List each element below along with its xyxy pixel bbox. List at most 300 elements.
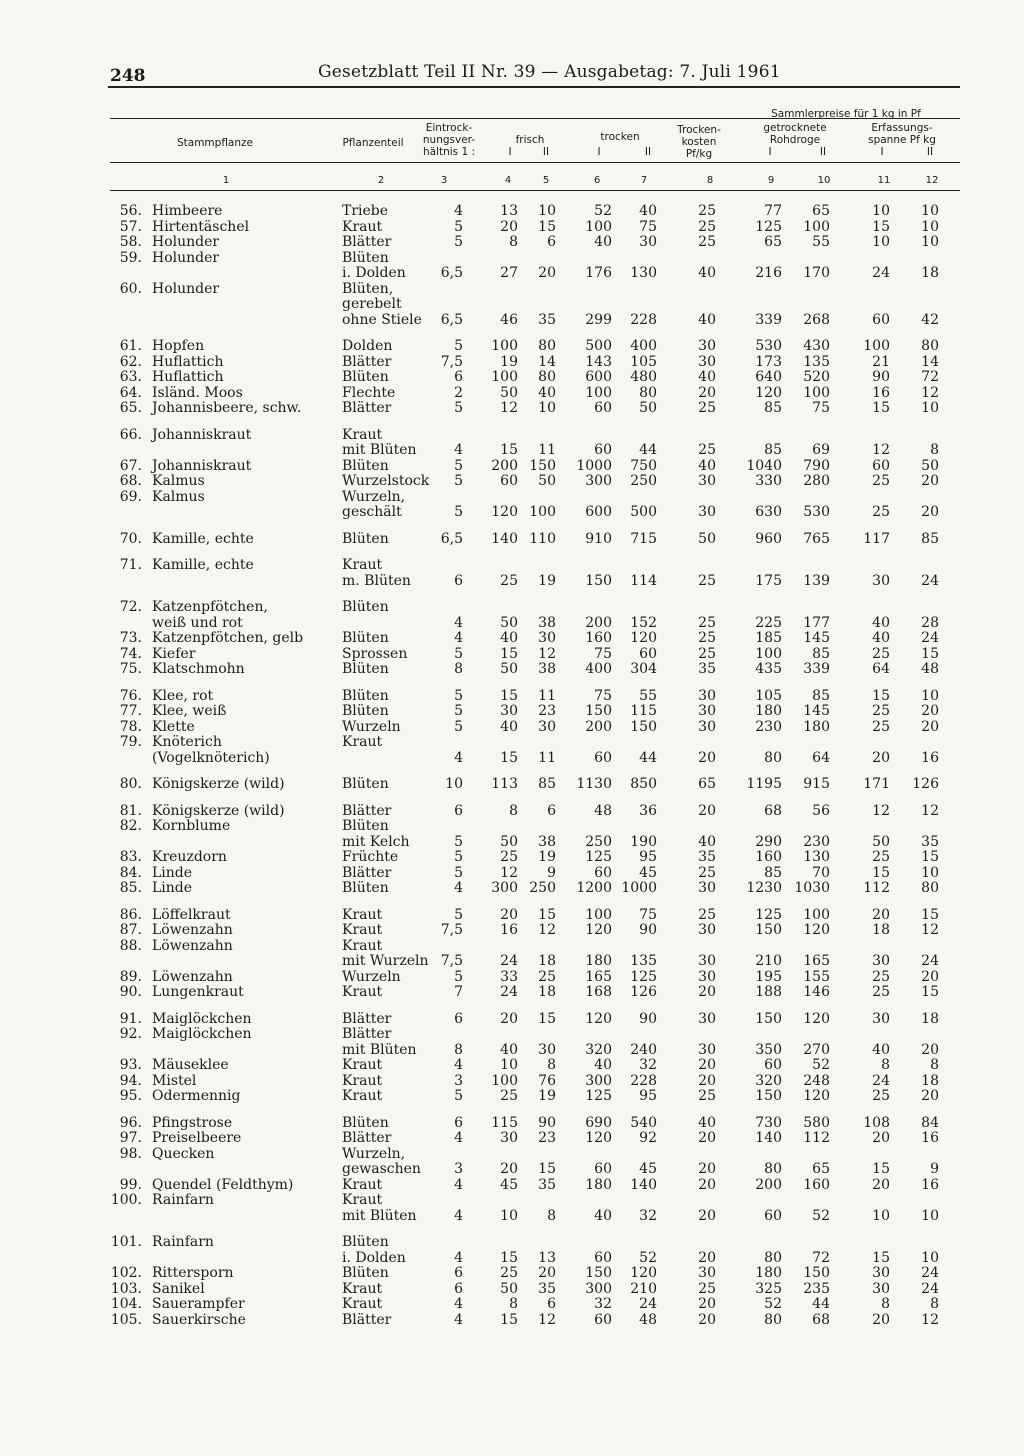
table-cell: 10 (921, 218, 939, 235)
table-cell: 24 (921, 572, 939, 589)
table-cell: 330 (755, 473, 782, 489)
table-cell: 5 (454, 400, 463, 416)
column-header: Trocken- kosten Pf/kg (677, 124, 721, 160)
plant-part: gerebelt (342, 296, 402, 312)
table-cell: 25 (872, 473, 890, 489)
plant-name: Katzenpfötchen, gelb (152, 630, 304, 646)
table-cell: 400 (630, 338, 657, 354)
table-cell: 85 (538, 776, 556, 792)
table-cell: 160 (803, 1176, 830, 1193)
table-cell: 1230 (746, 880, 782, 896)
table-cell: 960 (755, 530, 782, 547)
table-cell: 52 (639, 1249, 657, 1266)
table-cell: 90 (639, 1010, 657, 1027)
table-cell: 200 (491, 457, 518, 474)
plant-part: Blüten (342, 818, 389, 834)
column-header: frisch (515, 134, 545, 146)
table-cell: 36 (639, 802, 657, 819)
sub-column-label: I (508, 146, 512, 158)
column-header: Pflanzenteil (342, 137, 404, 149)
plant-part: mit Blüten (342, 1041, 417, 1058)
plant-name: Maiglöckchen (152, 1010, 252, 1027)
table-cell: 7,5 (440, 353, 463, 370)
table-cell: 20 (921, 473, 939, 489)
table-cell: 68 (764, 802, 782, 819)
table-cell: 20 (698, 1296, 716, 1312)
table-cell: 4 (454, 1296, 463, 1312)
plant-part: Triebe (342, 203, 389, 219)
table-cell: 25 (698, 1280, 716, 1297)
table-cell: 40 (538, 384, 556, 401)
table-cell: 30 (500, 703, 518, 719)
table-cell: 68 (812, 1311, 830, 1328)
table-cell: 7,5 (440, 953, 463, 969)
table-cell: 25 (698, 614, 716, 631)
table-cell: 20 (698, 984, 716, 1000)
table-cell: 16 (921, 1176, 939, 1193)
table-cell: 95 (639, 849, 657, 865)
plant-part: Kraut (342, 1176, 383, 1193)
table-cell: 15 (500, 1311, 518, 1328)
table-cell: 25 (698, 864, 716, 881)
table-cell: 45 (500, 1176, 518, 1193)
table-cell: 180 (755, 703, 782, 719)
table-cell: 12 (921, 384, 939, 401)
table-cell: 248 (803, 1072, 830, 1089)
table-cell: 6 (454, 369, 463, 385)
row-number: 99. (119, 1176, 142, 1193)
plant-name: Königskerze (wild) (152, 776, 285, 792)
table-cell: 8 (930, 442, 939, 458)
table-cell: 30 (698, 1265, 716, 1281)
table-cell: 20 (872, 1176, 890, 1193)
table-cell: 6 (547, 802, 556, 819)
plant-name: Klatschmohn (152, 661, 245, 677)
row-number: 77. (119, 703, 142, 719)
table-cell: 15 (500, 749, 518, 766)
table-cell: 25 (500, 1265, 518, 1281)
row-number: 64. (119, 384, 142, 401)
table-cell: 30 (698, 1041, 716, 1058)
table-cell: 105 (755, 687, 782, 704)
table-cell: 40 (594, 1057, 612, 1073)
table-cell: 52 (594, 203, 612, 219)
table-cell: 24 (500, 984, 518, 1000)
table-cell: 10 (872, 1207, 890, 1224)
column-header: trocken (600, 131, 640, 143)
table-cell: 8 (454, 661, 463, 677)
plant-part: Blüten (342, 369, 389, 385)
plant-part: ohne Stiele (342, 311, 422, 328)
table-cell: 120 (803, 1010, 830, 1027)
table-cell: 9 (930, 1161, 939, 1177)
table-cell: 25 (872, 984, 890, 1000)
plant-name: Klee, rot (152, 687, 214, 704)
table-cell: 60 (872, 311, 890, 328)
row-number: 84. (119, 864, 142, 881)
table-cell: 56 (812, 802, 830, 819)
plant-part: Wurzeln, (342, 1145, 406, 1162)
plant-name: Quecken (152, 1145, 215, 1162)
plant-name: Kamille, echte (152, 530, 254, 547)
table-cell: 200 (755, 1176, 782, 1193)
row-number: 85. (119, 880, 142, 896)
table-cell: 11 (538, 442, 556, 458)
table-cell: 173 (755, 353, 782, 370)
table-cell: 225 (755, 614, 782, 631)
table-cell: 45 (639, 1161, 657, 1177)
table-cell: 90 (538, 1114, 556, 1131)
row-number: 71. (119, 557, 142, 573)
table-cell: 600 (585, 504, 612, 520)
table-cell: 10 (921, 203, 939, 219)
table-cell: 19 (500, 353, 518, 370)
plant-name: Rainfarn (152, 1234, 214, 1250)
table-cell: 120 (630, 630, 657, 646)
table-cell: 10 (921, 864, 939, 881)
table-cell: 228 (630, 1072, 657, 1089)
table-cell: 230 (755, 718, 782, 735)
plant-name: Holunder (152, 249, 220, 266)
table-cell: 35 (698, 849, 716, 865)
plant-part: Wurzeln (342, 718, 401, 735)
table-cell: 52 (764, 1296, 782, 1312)
table-cell: 165 (585, 968, 612, 985)
table-cell: 64 (812, 749, 830, 766)
table-cell: 139 (803, 572, 830, 589)
table-cell: 55 (639, 687, 657, 704)
table-cell: 24 (921, 1265, 939, 1281)
table-cell: 4 (454, 1207, 463, 1224)
table-cell: 20 (698, 749, 716, 766)
table-header-rule (110, 162, 960, 163)
table-cell: 120 (491, 504, 518, 520)
row-number: 76. (119, 687, 142, 704)
table-cell: 25 (872, 968, 890, 985)
table-cell: 38 (538, 614, 556, 631)
plant-name: Klette (152, 718, 195, 735)
table-cell: 910 (585, 530, 612, 547)
table-cell: 50 (500, 614, 518, 631)
row-number: 66. (119, 426, 142, 443)
table-cell: 105 (630, 353, 657, 370)
table-cell: 50 (639, 400, 657, 416)
table-cell: 1000 (576, 457, 612, 474)
plant-name: Kiefer (152, 645, 196, 662)
table-cell: 40 (594, 1207, 612, 1224)
table-cell: 4 (454, 880, 463, 896)
table-cell: 180 (585, 953, 612, 969)
table-cell: 530 (755, 338, 782, 354)
table-cell: 435 (755, 661, 782, 677)
table-cell: 100 (803, 218, 830, 235)
table-cell: 60 (764, 1057, 782, 1073)
table-cell: 170 (803, 265, 830, 281)
table-cell: 90 (639, 922, 657, 938)
table-cell: 76 (538, 1072, 556, 1089)
table-cell: 85 (812, 687, 830, 704)
plant-part: mit Kelch (342, 833, 410, 850)
column-number: 2 (377, 175, 385, 186)
plant-part: Sprossen (342, 645, 408, 662)
table-cell: 114 (630, 572, 657, 589)
table-cell: 25 (698, 400, 716, 416)
table-cell: 300 (585, 473, 612, 489)
table-cell: 150 (630, 718, 657, 735)
plant-part: Kraut (342, 1280, 383, 1297)
plant-part: Kraut (342, 557, 383, 573)
table-cell: 5 (454, 864, 463, 881)
table-cell: 155 (803, 968, 830, 985)
table-cell: 8 (547, 1207, 556, 1224)
plant-part: Wurzeln (342, 968, 401, 985)
table-cell: 25 (872, 718, 890, 735)
table-cell: 40 (698, 833, 716, 850)
table-cell: 15 (921, 984, 939, 1000)
plant-part: Blätter (342, 400, 392, 416)
plant-part: Blüten (342, 1234, 389, 1250)
sub-column-label: II (542, 146, 550, 158)
table-cell: 1000 (621, 880, 657, 896)
row-number: 93. (119, 1057, 142, 1073)
table-cell: 120 (803, 1088, 830, 1104)
table-cell: 25 (500, 849, 518, 865)
table-cell: 20 (698, 1072, 716, 1089)
plant-part: Kraut (342, 1057, 383, 1073)
table-cell: 150 (755, 922, 782, 938)
table-cell: 60 (594, 442, 612, 458)
table-cell: 6 (454, 1280, 463, 1297)
table-cell: 150 (803, 1265, 830, 1281)
table-cell: 32 (639, 1057, 657, 1073)
table-cell: 75 (639, 906, 657, 923)
row-number: 102. (110, 1265, 142, 1281)
plant-name: Löwenzahn (152, 968, 233, 985)
table-cell: 38 (538, 661, 556, 677)
column-number: 10 (817, 175, 831, 186)
plant-name: Königskerze (wild) (152, 802, 285, 819)
table-cell: 125 (585, 849, 612, 865)
table-cell: 6,5 (440, 311, 463, 328)
plant-name: Löwenzahn (152, 922, 233, 938)
table-cell: 8 (547, 1057, 556, 1073)
table-cell: 230 (803, 833, 830, 850)
table-cell: 65 (812, 1161, 830, 1177)
table-cell: 4 (454, 1311, 463, 1328)
table-cell: 500 (630, 504, 657, 520)
row-number: 97. (119, 1130, 142, 1146)
table-cell: 60 (764, 1207, 782, 1224)
group-header: Sammlerpreise für 1 kg in Pf (771, 108, 921, 120)
table-cell: 280 (803, 473, 830, 489)
table-cell: 14 (921, 353, 939, 370)
table-cell: 18 (921, 1072, 939, 1089)
table-cell: 339 (803, 661, 830, 677)
table-cell: 60 (594, 1249, 612, 1266)
table-cell: 75 (594, 645, 612, 662)
table-cell: 25 (872, 703, 890, 719)
table-cell: 40 (500, 1041, 518, 1058)
table-cell: 268 (803, 311, 830, 328)
table-cell: 1040 (746, 457, 782, 474)
table-cell: 10 (921, 234, 939, 250)
column-number: 9 (767, 175, 775, 186)
table-cell: 430 (803, 338, 830, 354)
table-cell: 165 (803, 953, 830, 969)
plant-part: Blüten (342, 1114, 389, 1131)
table-cell: 25 (872, 1088, 890, 1104)
table-cell: 40 (698, 457, 716, 474)
row-number: 61. (119, 338, 142, 354)
sub-column-label: II (644, 146, 652, 158)
plant-part: Kraut (342, 1088, 383, 1104)
table-cell: 20 (872, 749, 890, 766)
plant-name: Holunder (152, 280, 220, 297)
table-cell: 35 (538, 311, 556, 328)
plant-name: Linde (152, 864, 193, 881)
table-cell: 4 (454, 1057, 463, 1073)
table-cell: 112 (863, 880, 890, 896)
plant-part: Blüten (342, 661, 389, 677)
plant-part: Blüten (342, 776, 389, 792)
table-cell: 20 (698, 1311, 716, 1328)
table-cell: 25 (500, 572, 518, 589)
table-cell: 20 (921, 1041, 939, 1058)
table-cell: 300 (585, 1072, 612, 1089)
table-cell: 140 (491, 530, 518, 547)
page-number: 248 (110, 66, 146, 86)
plant-part: Blätter (342, 864, 392, 881)
table-cell: 20 (872, 1311, 890, 1328)
row-number: 95. (119, 1088, 142, 1104)
row-number: 75. (119, 661, 142, 677)
table-cell: 60 (594, 864, 612, 881)
row-number: 100. (110, 1192, 142, 1208)
table-cell: 915 (803, 776, 830, 792)
table-cell: 4 (454, 203, 463, 219)
plant-name: Lungenkraut (152, 984, 244, 1000)
table-cell: 9 (547, 864, 556, 881)
table-cell: 20 (698, 1176, 716, 1193)
table-cell: 228 (630, 311, 657, 328)
table-cell: 15 (500, 687, 518, 704)
table-cell: 115 (630, 703, 657, 719)
table-cell: 350 (755, 1041, 782, 1058)
table-cell: 15 (872, 864, 890, 881)
table-cell: 18 (538, 984, 556, 1000)
table-cell: 48 (594, 802, 612, 819)
plant-name: Knöterich (152, 734, 222, 750)
row-number: 83. (119, 849, 142, 865)
plant-name: Kalmus (152, 488, 205, 505)
table-cell: 300 (491, 880, 518, 896)
table-cell: 120 (585, 1130, 612, 1146)
table-cell: 115 (491, 1114, 518, 1131)
table-cell: 25 (698, 442, 716, 458)
plant-name: Sauerampfer (152, 1296, 245, 1312)
table-cell: 85 (764, 442, 782, 458)
table-cell: 100 (491, 369, 518, 385)
table-cell: 52 (812, 1207, 830, 1224)
plant-part: i. Dolden (342, 265, 406, 281)
plant-name: Pfingstrose (152, 1114, 233, 1131)
table-cell: 6 (454, 802, 463, 819)
plant-part: Kraut (342, 734, 383, 750)
table-cell: 850 (630, 776, 657, 792)
table-cell: 216 (755, 265, 782, 281)
plant-part: Kraut (342, 906, 383, 923)
table-cell: 12 (538, 1311, 556, 1328)
table-cell: 15 (872, 687, 890, 704)
table-cell: 24 (921, 1280, 939, 1297)
table-cell: 20 (500, 1161, 518, 1177)
row-number: 80. (119, 776, 142, 792)
table-cell: 80 (639, 384, 657, 401)
table-cell: 100 (529, 504, 556, 520)
table-cell: 30 (538, 630, 556, 646)
table-cell: 25 (698, 234, 716, 250)
column-header: Erfassungs- spanne Pf kg (868, 122, 936, 146)
row-number: 98. (119, 1145, 142, 1162)
table-cell: 80 (538, 338, 556, 354)
plant-name: Johannisbeere, schw. (152, 400, 302, 416)
table-cell: 10 (872, 234, 890, 250)
table-cell: 210 (755, 953, 782, 969)
table-cell: 25 (500, 1088, 518, 1104)
plant-name: Löwenzahn (152, 937, 233, 954)
table-cell: 15 (538, 1010, 556, 1027)
table-cell: 7 (454, 984, 463, 1000)
plant-part: Kraut (342, 984, 383, 1000)
running-title: Gesetzblatt Teil II Nr. 39 — Ausgabetag: 7. Juli 1961 (318, 62, 781, 82)
plant-part: Blätter (342, 1130, 392, 1146)
table-cell: 24 (921, 953, 939, 969)
plant-name: Hopfen (152, 338, 205, 354)
table-cell: 20 (921, 703, 939, 719)
table-cell: 52 (812, 1057, 830, 1073)
table-cell: 25 (872, 504, 890, 520)
table-cell: 30 (698, 1010, 716, 1027)
table-cell: 600 (585, 369, 612, 385)
table-cell: 500 (585, 338, 612, 354)
column-number: 12 (925, 175, 939, 186)
plant-name: Maiglöckchen (152, 1026, 252, 1042)
table-cell: 8 (509, 1296, 518, 1312)
plant-name: Johanniskraut (152, 457, 252, 474)
table-cell: 5 (454, 849, 463, 865)
table-cell: 150 (585, 572, 612, 589)
table-cell: 24 (639, 1296, 657, 1312)
table-cell: 45 (639, 864, 657, 881)
column-header: Stammpflanze (176, 137, 253, 149)
header-rule (108, 86, 960, 88)
table-cell: 108 (863, 1114, 890, 1131)
table-cell: 15 (500, 645, 518, 662)
row-number: 62. (119, 353, 142, 370)
plant-name: Johanniskraut (152, 426, 252, 443)
table-cell: 5 (454, 218, 463, 235)
plant-part: Kraut (342, 426, 383, 443)
table-cell: 320 (755, 1072, 782, 1089)
table-cell: 5 (454, 718, 463, 735)
table-cell: 12 (872, 802, 890, 819)
column-number: 6 (593, 175, 601, 186)
table-cell: 5 (454, 906, 463, 923)
table-cell: 20 (872, 906, 890, 923)
table-cell: 100 (491, 1072, 518, 1089)
table-cell: 6 (454, 572, 463, 589)
table-cell: 715 (630, 530, 657, 547)
